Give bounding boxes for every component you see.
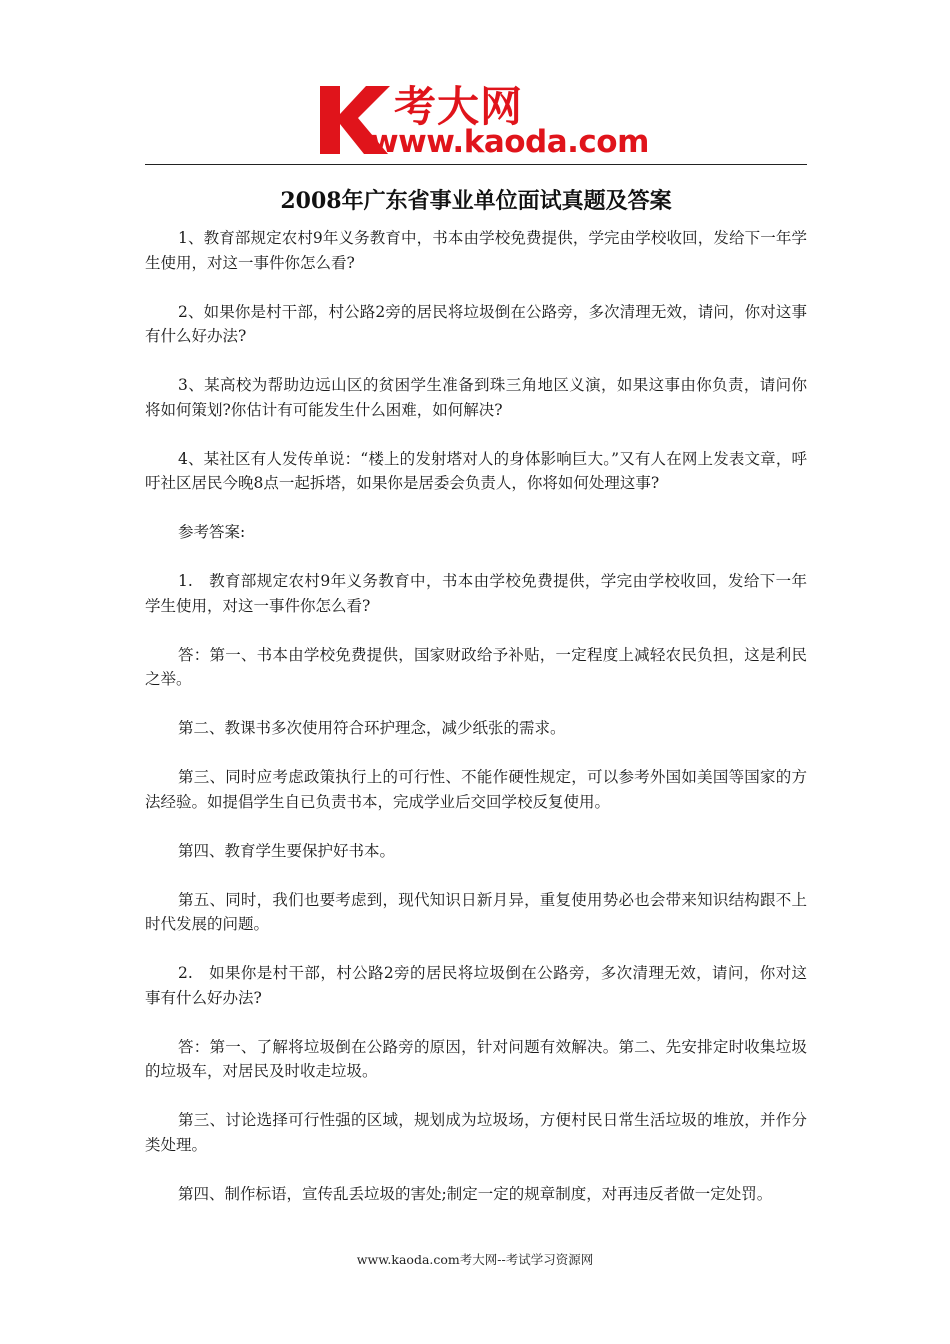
paragraph: 1. 教育部规定农村9年义务教育中，书本由学校免费提供，学完由学校收回，发给下一年学生使用，对这一事件你怎么看? <box>145 572 807 615</box>
paragraph: 答：第一、了解将垃圾倒在公路旁的原因，针对问题有效解决。第二、先安排定时收集垃圾的垃圾车，对居民及时收走垃圾。 <box>145 1037 807 1080</box>
paragraph: 答：第一、书本由学校免费提供，国家财政给予补贴，一定程度上减轻农民负担，这是利民之举。 <box>145 645 807 688</box>
paragraph: 1、教育部规定农村9年义务教育中，书本由学校免费提供，学完由学校收回，发给下一年学生使用，对这一事件你怎么看? <box>145 229 807 272</box>
site-logo[interactable] <box>318 80 648 160</box>
paragraph: 2、如果你是村干部，村公路2旁的居民将垃圾倒在公路旁，多次清理无效，请问，你对这事有什么好办法? <box>145 302 807 345</box>
paragraph: 第四、教育学生要保护好书本。 <box>178 841 396 860</box>
page-footer[interactable]: www.kaoda.com考大网--考试学习资源网 <box>356 1252 594 1267</box>
paragraph: 4、某社区有人发传单说：“楼上的发射塔对人的身体影响巨大。”又有人在网上发表文章，呼吁社区居民今晚8点一起拆塔，如果你是居委会负责人，你将如何处理这事? <box>145 449 807 492</box>
paragraph: 3、某高校为帮助边远山区的贫困学生准备到珠三角地区义演，如果这事由你负责，请问你将如何策划?你估计有可能发生什么困难，如何解决? <box>145 376 807 419</box>
paragraph: 第五、同时，我们也要考虑到，现代知识日新月异，重复使用势必也会带来知识结构跟不上时代发展的问题。 <box>145 890 807 933</box>
paragraph: 第三、同时应考虑政策执行上的可行性、不能作硬性规定，可以参考外国如美国等国家的方法经验。如提倡学生自已负责书本，完成学业后交回学校反复使用。 <box>145 768 807 811</box>
answers-heading: 参考答案: <box>178 523 246 541</box>
logo-brand-text: 考大网 <box>394 82 524 131</box>
document-title: 2008年广东省事业单位面试真题及答案 <box>280 188 672 214</box>
paragraph: 第四、制作标语，宣传乱丢垃圾的害处;制定一定的规章制度，对再违反者做一定处罚。 <box>178 1184 773 1203</box>
logo-url-text: www.kaoda.com <box>370 124 649 160</box>
document-body <box>145 226 807 1231</box>
header-divider <box>145 164 807 165</box>
paragraph: 第三、讨论选择可行性强的区域，规划成为垃圾场，方便村民日常生活垃圾的堆放，并作分类处理。 <box>145 1111 807 1154</box>
paragraph: 第二、教课书多次使用符合环护理念，减少纸张的需求。 <box>178 719 566 737</box>
paragraph: 2. 如果你是村干部，村公路2旁的居民将垃圾倒在公路旁，多次清理无效，请问，你对这事有什么好办法? <box>145 964 807 1007</box>
